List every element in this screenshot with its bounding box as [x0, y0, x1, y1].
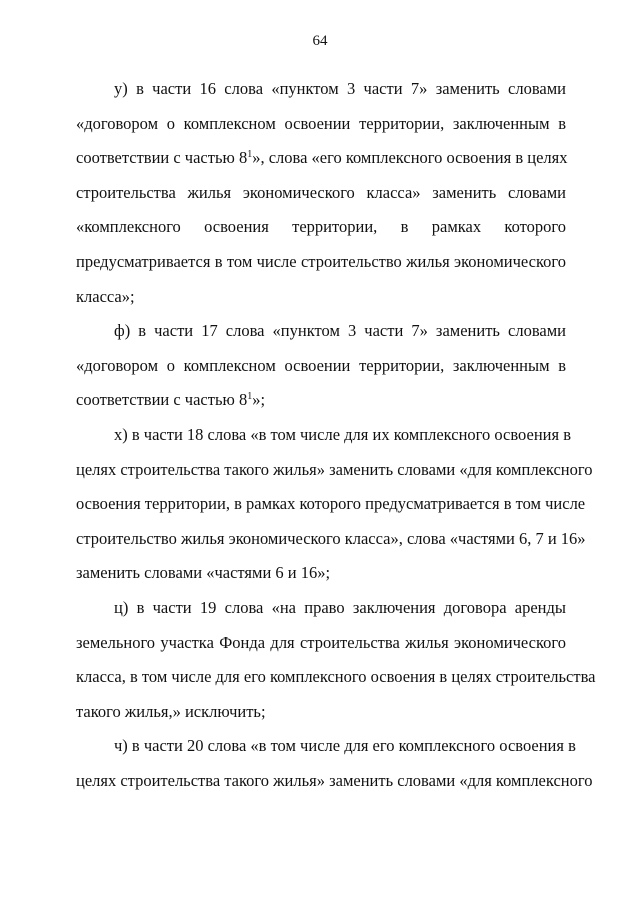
text-line: заменить словами «частями 6 и 16»; — [76, 563, 331, 583]
text-line: освоения территории, в рамках которого предусматривается в том числе — [76, 494, 586, 514]
text-line: земельного участка Фонда для строительства жилья экономического — [76, 632, 566, 652]
text-line: целях строительства такого жилья» заменить словами «для комплексного — [76, 770, 593, 790]
paragraph-ts — [76, 591, 596, 729]
document-body — [76, 72, 596, 798]
text-line: предусматривается в том числе строительство жилья экономического — [76, 251, 566, 271]
text-line: такого жилья,» исключить; — [76, 701, 266, 721]
text-line: у) в части 16 слова «пунктом 3 части 7» заменить словами — [114, 79, 566, 98]
text-line: «комплексного освоения территории, в рамках которого — [76, 217, 566, 237]
text-line-with-superscript — [76, 141, 566, 176]
text-line: ф) в части 17 слова «пунктом 3 части 7» заменить словами — [114, 321, 566, 341]
paragraph-f — [76, 314, 566, 418]
text-line: ч) в части 20 слова «в том числе для его комплексного освоения в — [114, 736, 576, 756]
page-number: 64 — [312, 33, 328, 49]
text-line: строительства жилья экономического класса» заменить словами — [76, 182, 566, 202]
text-line: класса, в том числе для его комплексного освоения в целях строительства — [76, 667, 596, 687]
text-line: х) в части 18 слова «в том числе для их комплексного освоения в — [114, 424, 571, 444]
text-fragment: соответствии с частью 8 — [76, 148, 248, 168]
text-line: целях строительства такого жилья» заменить словами «для комплексного — [76, 459, 593, 479]
text-line: класса»; — [76, 286, 135, 306]
text-fragment: »; — [252, 390, 266, 410]
text-line: «договором о комплексном освоении территории, заключенным в — [76, 355, 566, 375]
paragraph-ch — [76, 729, 593, 798]
text-fragment: », слова «его комплексного освоения в целях — [252, 148, 568, 168]
text-fragment: соответствии с частью 8 — [76, 390, 248, 410]
superscript: 1 — [247, 149, 253, 161]
text-line: ц) в части 19 слова «на право заключения договора аренды — [114, 597, 566, 617]
text-line: строительство жилья экономического класса», слова «частями 6, 7 и 16» — [76, 528, 586, 548]
text-line: «договором о комплексном освоении территории, заключенным в — [76, 113, 566, 133]
text-line-with-superscript — [76, 383, 566, 418]
paragraph-kh — [76, 418, 593, 591]
paragraph-u — [76, 72, 566, 314]
superscript: 1 — [247, 391, 253, 403]
